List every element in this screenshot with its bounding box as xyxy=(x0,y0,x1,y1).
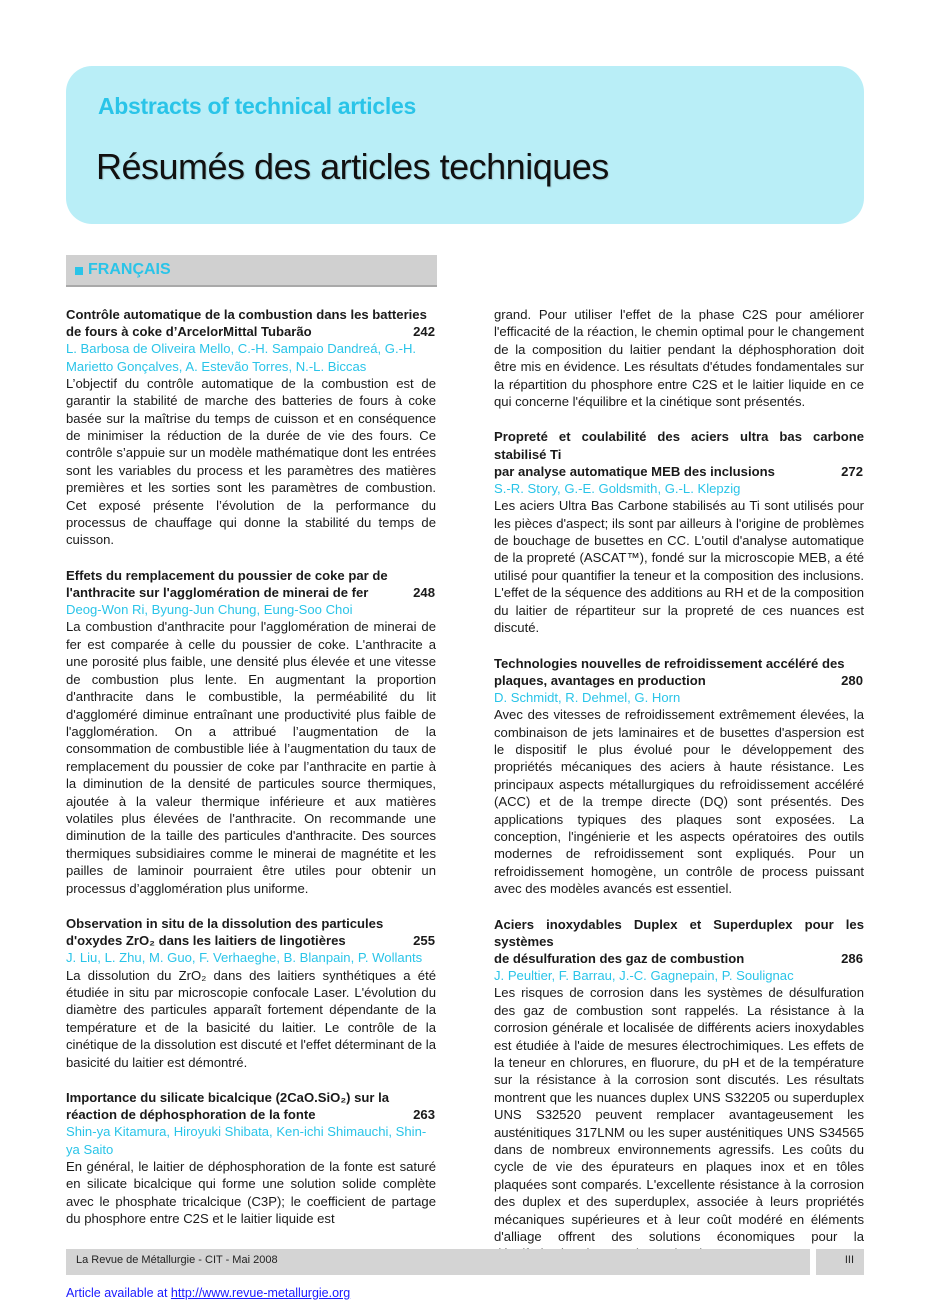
article-abstract: La dissolution du ZrO₂ dans des laitiers synthétiques a été étudiée in situ par microscopie confocale Laser. L'évolution du diamètre des particules apparaît fortement dépendante de la température et de la basicité du laitier. Le contrôle de la cinétique de la dissolution est discuté et l'effet déterminant de la basicité du laitier est démontré. xyxy=(66,967,436,1070)
article-abstract-continued: grand. Pour utiliser l'effet de la phase C2S pour améliorer l'efficacité de la réaction, le chemin optimal pour le changement de la composition du laitier pendant la déphosphoration doit être mis en évidence. Les résultats d'études fondamentales sur la répartition du phosphore entre C2S et le laitier liquide en ce qui concerne l'équilibre et la cinétique sont présentés. xyxy=(494,307,864,410)
article-authors: D. Schmidt, R. Dehmel, G. Horn xyxy=(494,689,681,705)
section-label: FRANÇAIS xyxy=(88,261,171,278)
article-title-last-line xyxy=(494,463,864,480)
article-title-line: Aciers inoxydables Duplex et Superduplex pour les systèmes xyxy=(494,916,864,949)
article-title-line: Importance du silicate bicalcique (2CaO.SiO₂) sur la xyxy=(66,1090,390,1106)
article-continuation xyxy=(494,306,864,410)
header-title-french: Résumés des articles techniques xyxy=(96,146,609,187)
article-abstract: Les risques de corrosion dans les systèmes de désulfuration des gaz de combustion sont rappelés. La résistance à la corrosion générale et localisée de différents aciers inoxydables est étudiée à l'aide de mesures électrochimiques. Les effets de la teneur en chlorures, en fluorure, du pH et de la température sur la résistance à la corrosion sont discutés. Les résultats montrent que les nuances duplex UNS S32205 ou superduplex UNS S32520 peuvent remplacer avantageusement les austénitiques 317LNM ou les super austénitiques UNS S34565 dans de nombreux environnements agressifs. Les coûts du cycle de vie des épurateurs en plaques inox et en tôles plaquées sont comparés. L'excellente résistance à la corrosion des duplex et des superduplex, associée à leurs propriétés mécaniques supérieures et à leur coût modéré en éléments d'alliage offrent des solutions économiques pour la xyxy=(494,985,864,1245)
article-page-number: 255 xyxy=(413,933,435,949)
section-heading-bar xyxy=(66,255,437,287)
bullet-square-icon xyxy=(75,267,83,275)
article-abstract: Les aciers Ultra Bas Carbone stabilisés au Ti sont utilisés pour les pièces d'aspect; ils sont par ailleurs à l'origine de problèmes de bouchage de busettes en CC. L'outil d'analyse automatique de la propreté (ASCAT™), fondé sur la microscopie MEB, a été utilisé pour quantifier la teneur et la composition des inclusions. L'effet de la séquence des additions au RH et de la composition du laitier de répartiteur sur la propreté de ces nuances est discuté. xyxy=(494,498,864,636)
article-title-last-line xyxy=(494,672,864,689)
article-title-last-line xyxy=(66,1106,436,1123)
article-title-end: plaques, avantages en production xyxy=(494,672,706,688)
article-title-end: de désulfuration des gaz de combustion xyxy=(494,950,745,966)
article-title-line: Technologies nouvelles de refroidissement accéléré des xyxy=(494,655,845,671)
article-title-line: Contrôle automatique de la combustion dans les batteries xyxy=(66,307,427,322)
footer-journal-info: La Revue de Métallurgie - CIT - Mai 2008 xyxy=(76,1254,278,1266)
article-title-last-line xyxy=(494,950,864,967)
article-title-end: par analyse automatique MEB des inclusions xyxy=(494,463,775,479)
article-title-end: réaction de déphosphoration de la fonte xyxy=(66,1107,316,1123)
footer-bar xyxy=(66,1249,864,1275)
article-authors: J. Liu, L. Zhu, M. Guo, F. Verhaeghe, B. Blanpain, P. Wollants xyxy=(66,950,423,966)
article-abstract: En général, le laitier de déphosphoration de la fonte est saturé en silicate bicalcique qui forme une solution solide complète avec le phosphate tricalcique (C3P); le coefficient de partage du phosphore entre C2S et le laitier liquide est xyxy=(66,1158,436,1227)
article-title-line: Propreté et coulabilité des aciers ultra bas carbone stabilisé Ti xyxy=(494,429,864,462)
article-title-last-line xyxy=(66,323,436,340)
right-column xyxy=(494,306,864,1281)
article-authors: Deog-Won Ri, Byung-Jun Chung, Eung-Soo Choi xyxy=(66,602,353,618)
article-title-last-line xyxy=(66,584,436,601)
article-authors: Shin-ya Kitamura, Hiroyuki Shibata, Ken-ichi Shimauchi, Shin-ya Saito xyxy=(66,1124,427,1157)
article-title-end: d'oxydes ZrO₂ dans les laitiers de lingotières xyxy=(66,933,346,949)
article-abstract: Avec des vitesses de refroidissement extrêmement élevées, la combinaison de jets laminaires et de busettes d'aspersion est le dispositif le plus évolué pour le développement des propriétés mécaniques des aciers à haute résistance. Les principaux aspects métallurgiques du refroidissement accéléré (ACC) et de la trempe directe (DQ) sont présentés. Des applications typiques des plaques sont exposées. La conception, l'ingénierie et les aspects opératoires des outils modernes de refroidissement sont expliqués. Pour un refroidissement homogène, un contrôle de process puissant avec des modèles avancés est essentiel. xyxy=(494,707,864,897)
availability-prefix: Article available at xyxy=(66,1286,171,1300)
article-page-number: 263 xyxy=(413,1107,435,1123)
article-authors: S.-R. Story, G.-E. Goldsmith, G.-L. Klepzig xyxy=(494,481,741,497)
article-title-last-line xyxy=(66,932,436,949)
article-title-line: Observation in situ de la dissolution des particules xyxy=(66,915,384,931)
article-abstract: La combustion d'anthracite pour l'agglomération de minerai de fer est comparée à celle du poussier de coke. L'anthracite a une porosité plus faible, une densité plus élevée et une vitesse de combustion plus lente. En augmentant la proportion d'anthracite dans le combustible, la perméabilité du lit d'aggloméré diminue entraînant une productivité plus faible de l'agglomération. On a attribué l’augmentation de la consommation de combustible liée à l’augmentation du taux de remplacement du poussier de coke par l’anthracite en partie à la diminution de la densité de particules source thermiques, ajoutée à la valeur thermique inférieure et aux matières volatiles plus élevées de l'anthracite. On recommande une diminution de la taille des particules d'anthracite. Des sources thermiques subsidiaires comme le minerai de magnétite et les pailles de laminoir pourraient être utiles pour obtenir un processus d’agglomération plus uniforme. xyxy=(66,619,436,896)
article-title-end: l'anthracite sur l'agglomération de minerai de fer xyxy=(66,585,369,601)
article-page-number: 286 xyxy=(841,950,863,966)
article-entry xyxy=(66,306,436,549)
article-title-line: Effets du remplacement du poussier de coke par de xyxy=(66,567,388,583)
article-availability-note xyxy=(66,1286,350,1300)
article-entry xyxy=(494,428,864,636)
header-title-english: Abstracts of technical articles xyxy=(98,93,416,119)
article-page-number: 242 xyxy=(413,324,435,340)
footer-page-number: III xyxy=(844,1254,854,1266)
footer-divider xyxy=(810,1249,816,1275)
article-title-end: de fours à coke d’ArcelorMittal Tubarão xyxy=(66,324,312,340)
article-entry xyxy=(494,916,864,1263)
article-entry xyxy=(66,567,436,897)
article-entry xyxy=(66,1089,436,1227)
left-column xyxy=(66,306,436,1245)
article-abstract: L’objectif du contrôle automatique de la combustion est de garantir la stabilité de marche des batteries de fours à coke basée sur la maîtrise du temps de cuisson et en conséquence de minimiser la réduction de la durée de vie des fours. Ce contrôle s’appuie sur un modèle mathématique dont les entrées sont les variables du process et les paramètres des matières premières et les sorties sont les paramètres de combustion. Cet exposé présente l’évolution de la performance du processus de chauffage qui donne la stabilité du temps de cuisson. xyxy=(66,375,436,548)
journal-website-link[interactable]: http://www.revue-metallurgie.org xyxy=(170,1286,351,1300)
article-entry xyxy=(66,915,436,1071)
header-banner xyxy=(66,66,864,224)
article-entry xyxy=(494,655,864,898)
article-page-number: 248 xyxy=(413,585,435,601)
article-authors: J. Peultier, F. Barrau, J.-C. Gagnepain, P. Soulignac xyxy=(494,968,794,984)
article-page-number: 280 xyxy=(841,672,863,688)
article-authors: L. Barbosa de Oliveira Mello, C.-H. Sampaio Dandreá, G.-H. Marietto Gonçalves, A. Estevão Torres, N.-L. Biccas xyxy=(66,341,417,374)
article-page-number: 272 xyxy=(841,463,863,479)
